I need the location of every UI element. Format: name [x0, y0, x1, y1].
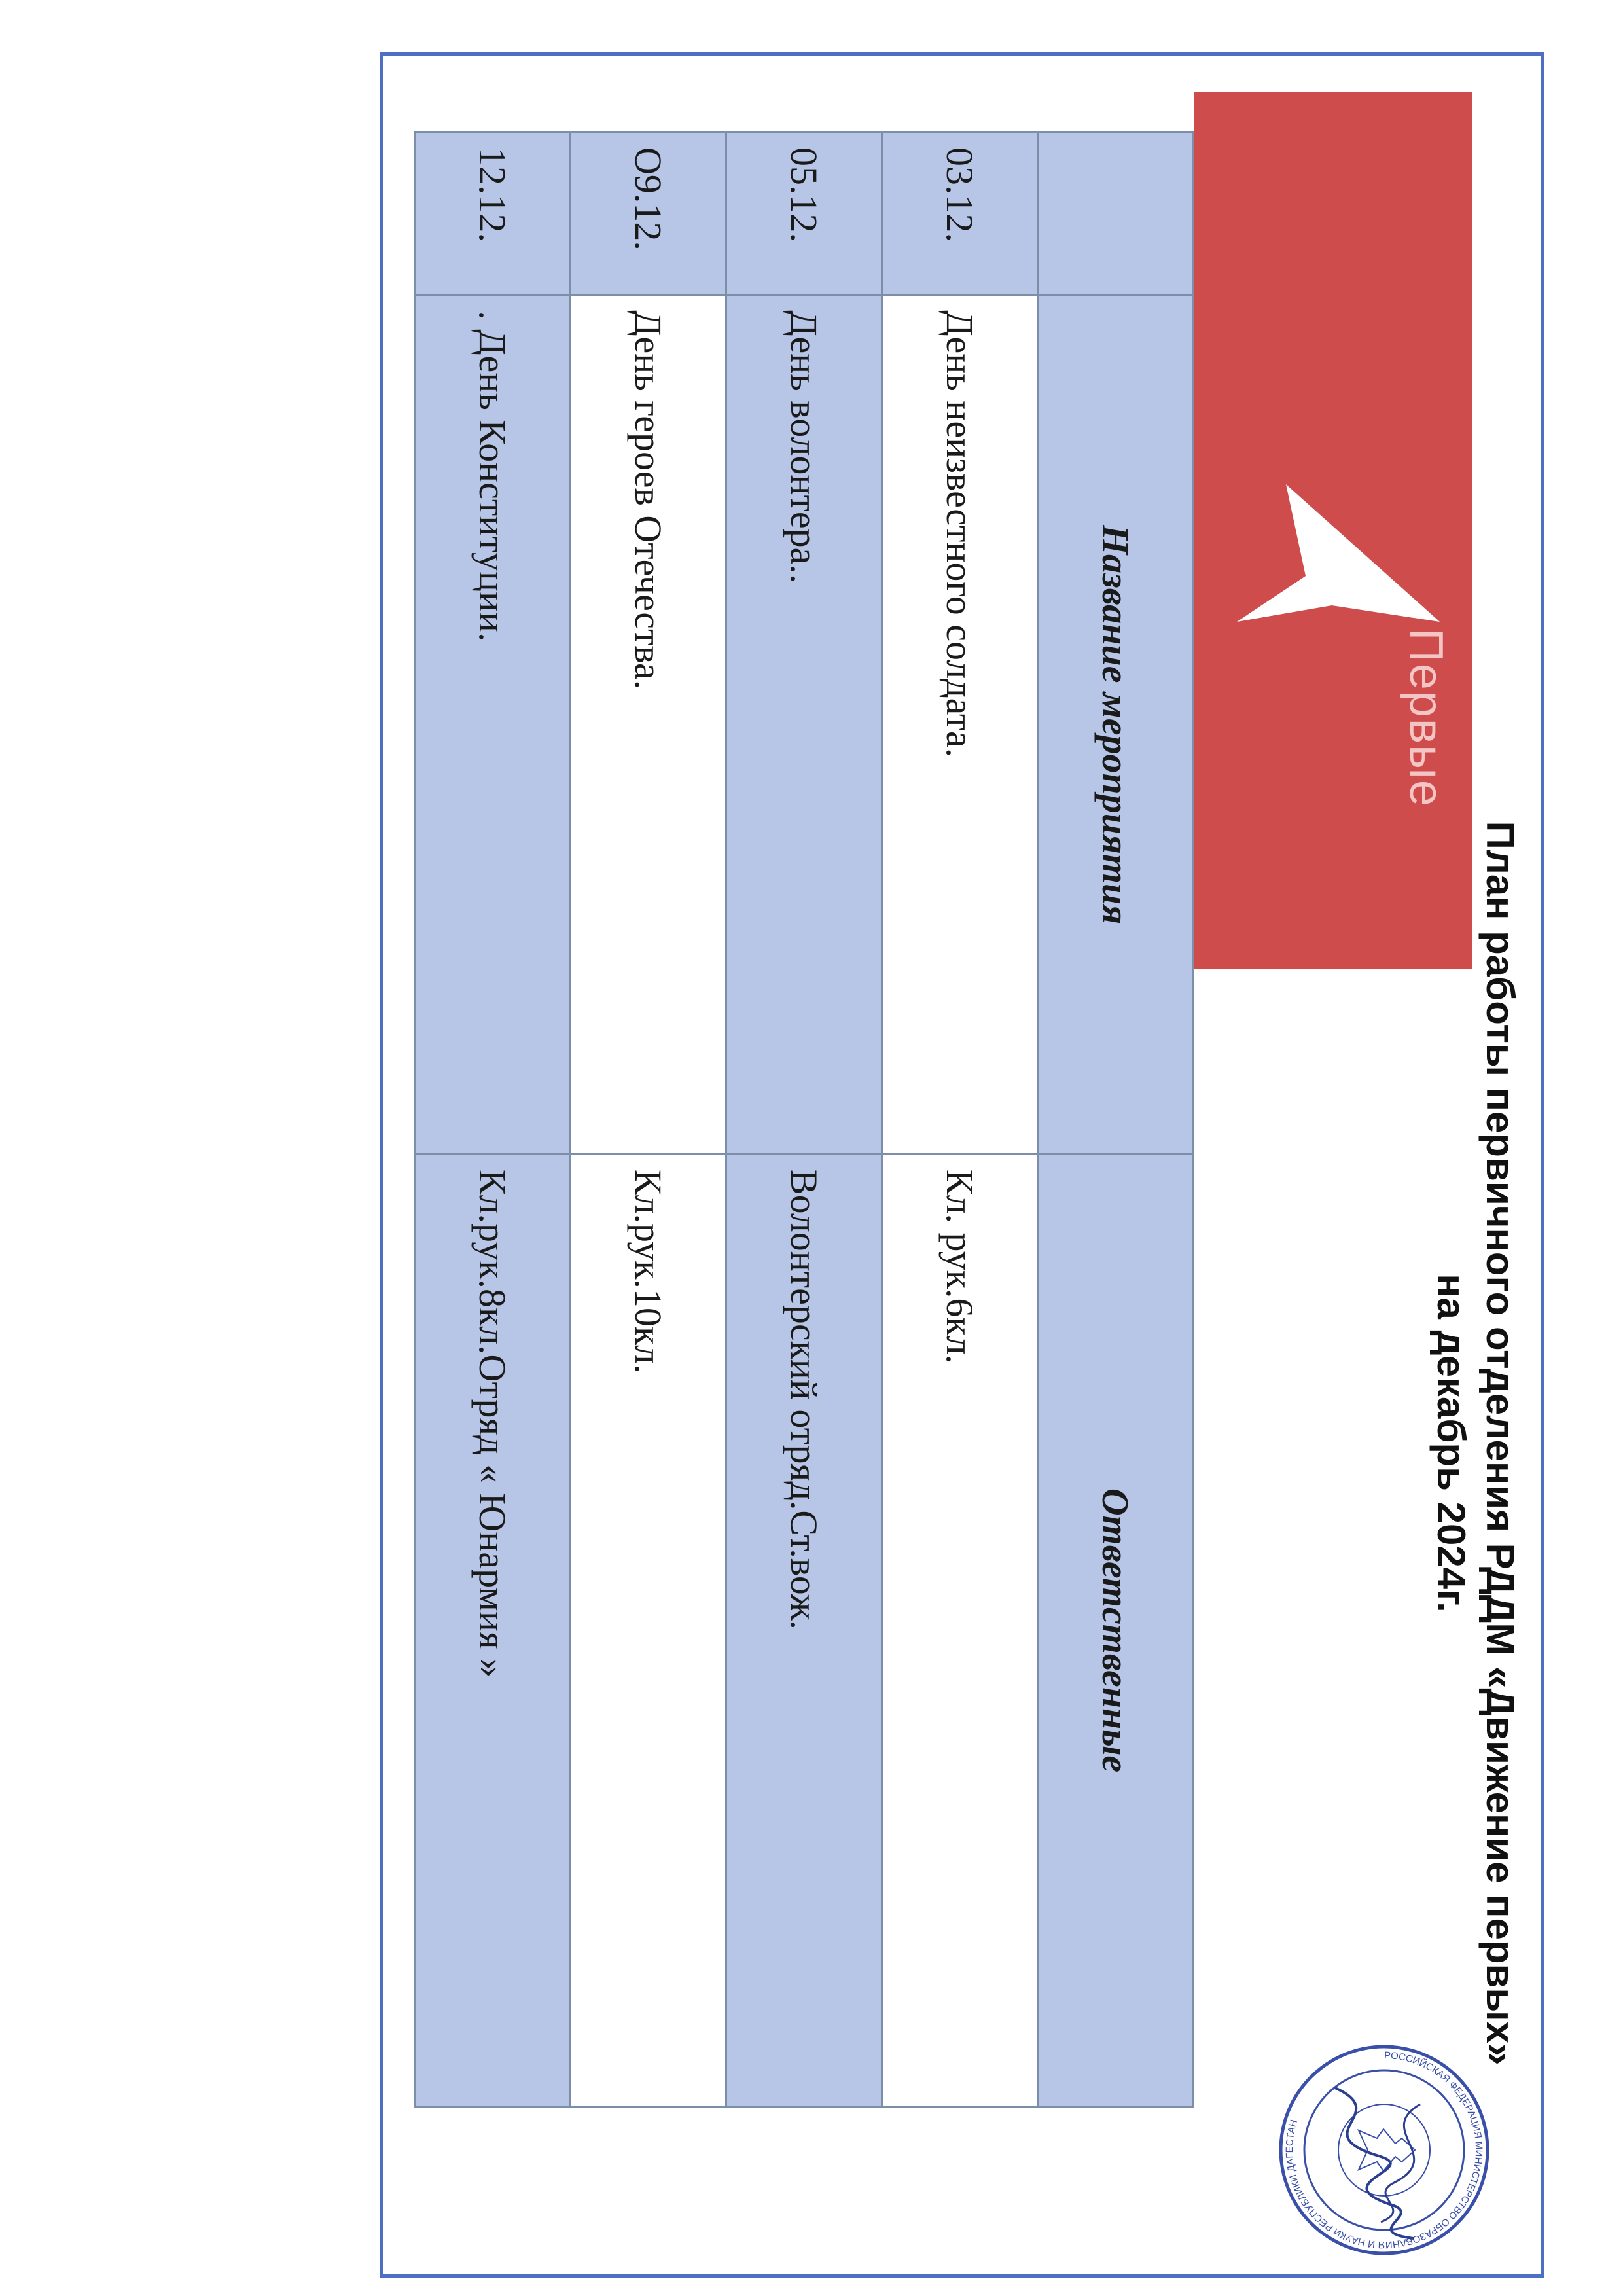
event-name-cell: День волонтера.. — [726, 295, 882, 1155]
document-page — [380, 52, 1544, 2278]
responsible-cell: Кл.рук.8кл.Отряд « Юнармия » — [415, 1154, 571, 2106]
events-table — [414, 131, 1194, 2108]
event-name-cell: День героев Отечества. — [571, 295, 726, 1155]
responsible-cell: Кл.рук.10кл. — [571, 1154, 726, 2106]
title-line-1: План работы первичного отделения РДДМ «Движение первых» — [1478, 821, 1522, 2066]
brand-word: Первые — [1400, 628, 1452, 808]
frame-border-right — [380, 2274, 1544, 2278]
event-name-cell: День неизвестного солдата. — [882, 295, 1038, 1155]
responsible-cell: Кл. рук.6кл. — [882, 1154, 1038, 2106]
table-row — [882, 132, 1038, 2107]
event-name-cell: . День Конституции. — [415, 295, 571, 1155]
title-line-2: на декабрь 2024г. — [1429, 1274, 1473, 1613]
table-header-row — [1038, 132, 1194, 2107]
responsible-cell: Волонтерский отряд.Ст.вож. — [726, 1154, 882, 2106]
table-row — [726, 132, 882, 2107]
table-row — [415, 132, 571, 2107]
header-date-cell — [1038, 132, 1194, 295]
frame-border-left — [380, 52, 1544, 56]
header-responsible-cell: Ответственные — [1038, 1154, 1194, 2106]
stamp-ring-text: РОССИЙСКАЯ ФЕДЕРАЦИЯ МИНИСТЕРСТВО ОБРАЗОВАНИЯ И НАУКИ РЕСПУБЛИКИ ДАГЕСТАН — [1283, 2049, 1485, 2251]
frame-border-bottom — [380, 52, 383, 2278]
date-cell: О9.12. — [571, 132, 726, 295]
table-row — [571, 132, 726, 2107]
movement-logo-icon — [1230, 458, 1446, 628]
date-cell: 12.12. — [415, 132, 571, 295]
header-name-cell: Название мероприятия — [1038, 295, 1194, 1155]
date-cell: 03.12. — [882, 132, 1038, 295]
date-cell: 05.12. — [726, 132, 882, 295]
page-title — [1427, 740, 1525, 2147]
frame-border-top — [1541, 52, 1544, 2278]
official-stamp-icon — [1276, 2042, 1492, 2258]
